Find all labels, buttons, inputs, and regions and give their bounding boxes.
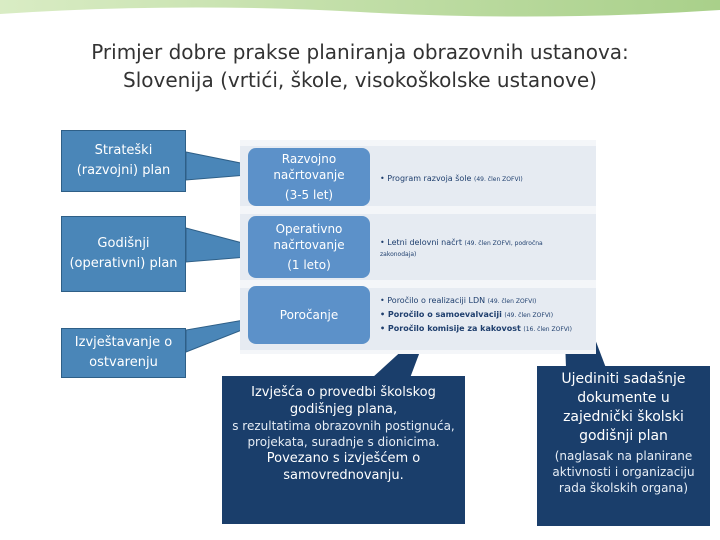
row-reporting-bullet-2: • Poročilo o samoevalvaciji (49. člen ZOFVI) — [380, 310, 554, 319]
title-line-2: Slovenija (vrtići, škole, visokoškolske ustanove) — [123, 68, 597, 92]
strategic-plan-box — [61, 130, 186, 192]
row-reporting-bullet-3: • Poročilo komisije za kakovost (16. člen ZOFVI) — [380, 324, 573, 333]
strategic-plan-label: Strateški (razvojni) plan — [76, 143, 171, 178]
row-development-sub: (3-5 let) — [284, 188, 334, 202]
reporting-label: Izvještavanje o ostvarenju — [74, 335, 173, 370]
row-operative-bullet: • Letni delovni načrt (49. člen ZOFVI, področna zakonodaja) — [380, 238, 543, 258]
right-callout-soft: (naglasak na planirane aktivnosti i organizaciju rada školskih organa) — [552, 449, 695, 495]
center-callout — [222, 376, 465, 524]
embedded-planning-diagram — [240, 140, 596, 354]
center-callout-soft: s rezultatima obrazovnih postignuća, projekata, suradnje s dionicima. — [232, 419, 455, 449]
row-reporting-label: Poročanje — [279, 308, 339, 322]
row-operative-label: Operativno načrtovanje — [273, 222, 345, 252]
center-callout-strong-2: Povezano s izvješćem o samovrednovanju. — [266, 451, 421, 483]
row-reporting-pill — [248, 286, 370, 344]
right-callout-strong: Ujediniti sadašnje dokumente u zajednički školski godišnji plan — [561, 371, 686, 444]
row-reporting-bullet-1: • Poročilo o realizaciji LDN (49. člen ZOFVI) — [380, 296, 537, 305]
row-development-pill — [248, 148, 370, 206]
annual-plan-box — [61, 216, 186, 292]
center-callout-strong: Izvješća o provedbi školskog godišnjeg plana, — [251, 385, 436, 417]
row-operative-pill — [248, 216, 370, 278]
annual-plan-label: Godišnji (operativni) plan — [69, 236, 178, 271]
row-development-label: Razvojno načrtovanje — [273, 152, 345, 182]
reporting-box — [61, 328, 186, 378]
row-operative-sub: (1 leto) — [287, 258, 331, 272]
right-callout — [537, 366, 710, 526]
row-development-bullet: • Program razvoja šole (49. člen ZOFVI) — [380, 174, 523, 183]
title-line-1: Primjer dobre prakse planiranja obrazovnih ustanova: — [91, 40, 629, 64]
